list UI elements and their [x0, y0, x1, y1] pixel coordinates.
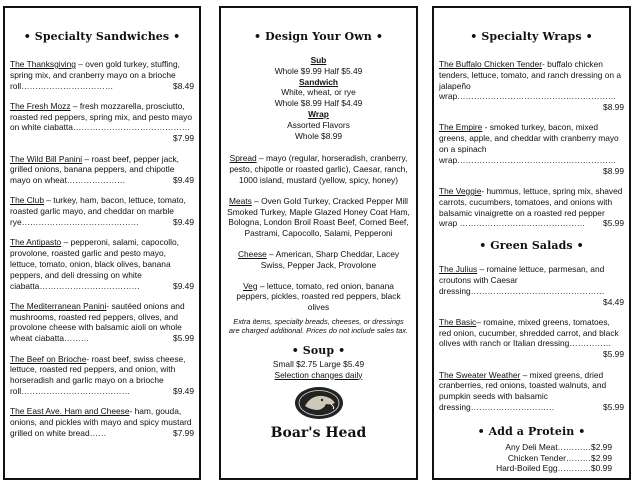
spread-block: [226, 153, 411, 185]
boar-emblem-icon: [293, 386, 345, 420]
item-desc: – turkey, ham, bacon, lettuce, tomato, roasted garlic mayo, and cheddar on marble rye……………………………………: [10, 195, 186, 228]
meats-block: [226, 196, 411, 239]
section-title-design-your-own: • Design Your Own •: [254, 30, 383, 43]
item-name: The Julius: [439, 264, 478, 275]
item-name: The Buffalo Chicken Tender: [439, 59, 543, 69]
sandwich-label: Sandwich: [298, 76, 339, 87]
item-price: $9.49: [173, 217, 194, 228]
specialty-wraps-panel: [432, 6, 631, 480]
item-name: The Empire: [439, 122, 483, 133]
meats-label: Meats: [228, 195, 252, 206]
menu-item: [10, 301, 194, 344]
section-title-wraps: • Specialty Wraps •: [470, 30, 593, 43]
menu-item: [10, 154, 194, 186]
item-name: The Thanksgiving: [10, 59, 76, 69]
item-desc: – romaine, mixed greens, tomatoes, red onion, cucumber, shredded carrot, and black olives with ranch or Italian dressing……………: [439, 316, 619, 349]
item-name: The Sweater Weather: [439, 369, 521, 380]
wrap-price: Whole $8.99: [294, 130, 343, 141]
item-desc: – oven gold turkey, stuffing, spring mix, and cranberry mayo on a brioche roll……………………………: [10, 59, 180, 91]
item-price: $5.99: [603, 401, 624, 412]
sub-label: Sub: [310, 55, 327, 65]
item-name: The Basic: [439, 316, 477, 327]
item-desc: – roast beef, pepper jack, grilled onions, banana peppers, and chipotle mayo on wheat…………………: [10, 153, 179, 186]
soup-price: Small $2.75 Large $5.49: [272, 358, 365, 369]
menu-item: [439, 122, 624, 176]
specialty-sandwiches-panel: [3, 6, 201, 480]
item-name: The Veggie: [439, 185, 482, 196]
menu-item: [10, 101, 194, 144]
item-price: $4.49: [603, 296, 624, 307]
section-title-protein: • Add a Protein •: [477, 424, 586, 438]
item-desc: - roast beef, swiss cheese, lettuce, roasted red peppers, and onion, with horseradish and garlic mayo on a brioche roll…………………………………: [10, 353, 186, 396]
sandwich-price: Whole $8.99 Half $4.49: [274, 98, 363, 109]
item-price: $8.49: [173, 80, 194, 91]
veg-label: Veg: [243, 280, 258, 291]
cheese-block: [226, 249, 411, 271]
menu-item: [439, 264, 624, 307]
protein-row: Hard-Boiled Egg…………$0.99: [496, 463, 612, 474]
sandwich-breads: White, wheat, or rye: [281, 87, 356, 98]
item-price: $9.49: [173, 175, 194, 186]
menu-item: [439, 317, 624, 360]
item-price: $9.49: [173, 280, 194, 291]
section-title-sandwiches: • Specialty Sandwiches •: [23, 30, 181, 43]
menu-item: [439, 186, 624, 229]
menu-item: [439, 370, 624, 413]
wrap-flavors: Assorted Flavors: [287, 119, 350, 130]
item-desc: - buffalo chicken tenders, lettuce, tomato, and ranch dressing on a jalapeño wrap…………………………………………………: [439, 59, 622, 102]
item-name: The East Ave. Ham and Cheese: [10, 406, 130, 417]
item-price: $5.99: [603, 218, 624, 229]
protein-row: Chicken Tender………$2.99: [507, 452, 612, 463]
spread-label: Spread: [229, 153, 257, 164]
item-price: $9.49: [173, 385, 194, 396]
item-price: $5.99: [603, 349, 624, 360]
menu-item: [10, 354, 194, 397]
soup-note: Selection changes daily: [274, 369, 363, 380]
item-desc: – pepperoni, salami, capocollo, provolone, roasted garlic and pesto mayo, lettuce, tomato, onion, black olives, banana peppers, and deli dressing on white ciabatta………………………………: [10, 237, 180, 291]
item-price: $7.99: [173, 427, 194, 438]
spread-desc: – mayo (regular, horseradish, cranberry, pesto, chipotle or roasted garlic), Caesar, ranch, 1000 island, mustard (yellow, spicy, honey): [229, 153, 408, 185]
item-desc: - smoked turkey, bacon, mixed greens, apple, and cheddar with cranberry mayo on a spinach wrap…………………………………………………: [439, 122, 619, 165]
menu-item: [10, 237, 194, 291]
section-title-salads: • Green Salads •: [479, 239, 584, 253]
item-name: The Club: [10, 195, 44, 206]
item-desc: - hummus, lettuce, spring mix, shaved carrots, cucumbers, tomatoes, and onions with balsamic vinaigrette on a roasted red pepper wrap ………………………………………: [439, 185, 623, 229]
item-name: The Wild Bill Panini: [10, 153, 83, 164]
item-name: The Mediterranean Panini: [10, 300, 107, 311]
item-price: $8.99: [603, 102, 624, 113]
item-name: The Antipasto: [10, 237, 62, 248]
veg-desc: – lettuce, tomato, red onion, banana peppers, pickles, roasted red peppers, black olives: [236, 280, 401, 313]
menu-item: [10, 406, 194, 438]
cheese-label: Cheese: [237, 248, 267, 259]
section-title-soup: • Soup •: [291, 343, 346, 357]
boars-head-wordmark: Boar's Head: [270, 425, 367, 442]
item-name: The Fresh Mozz: [10, 100, 71, 111]
veg-block: [226, 281, 411, 313]
wrap-label: Wrap: [308, 108, 329, 119]
item-desc: - sautéed onions and mushrooms, roasted red peppers, olives, and provolone cheese with balsamic aioli on whole wheat ciabatta………: [10, 300, 185, 344]
cheese-desc: – American, Sharp Cheddar, Lacey Swiss, Pepper Jack, Provolone: [260, 248, 400, 270]
menu-item: [10, 195, 194, 227]
item-price: $5.99: [173, 333, 194, 344]
item-price: $8.99: [603, 165, 624, 176]
boars-head-logo: [226, 386, 411, 441]
meats-desc: – Oven Gold Turkey, Cracked Pepper Mill Smoked Turkey, Maple Glazed Honey Coat Ham, Bologna, London Broil Roast Beef, Corned Beef, Pastrami, Capocollo, Salami, Pepperoni: [227, 195, 410, 239]
item-desc: – fresh mozzarella, prosciutto, roasted red peppers, spring mix, and pesto mayo on white ciabatta……………………………………: [10, 100, 193, 133]
item-desc: – mixed greens, dried cranberries, red onions, toasted walnuts, and pumpkin seeds with balsamic dressing…………………………: [439, 369, 607, 412]
item-desc: - ham, gouda, onions, and pickles with mayo and spicy mustard grilled on white bread……: [10, 406, 192, 438]
item-name: The Beef on Brioche: [10, 353, 87, 364]
extras-note: Extra items, specialty breads, cheeses, or dressings are charged additional. Prices do not include sales tax.: [228, 316, 409, 336]
item-desc: – romaine lettuce, parmesan, and croutons with Caesar dressing…………………………………………: [439, 264, 605, 296]
sub-price: Whole $9.99 Half $5.49: [274, 65, 363, 76]
item-price: $7.99: [173, 133, 194, 144]
design-your-own-panel: [219, 6, 418, 480]
menu-item: [10, 59, 194, 91]
protein-row: Any Deli Meat…………$2.99: [505, 441, 612, 452]
menu-item: [439, 59, 624, 113]
